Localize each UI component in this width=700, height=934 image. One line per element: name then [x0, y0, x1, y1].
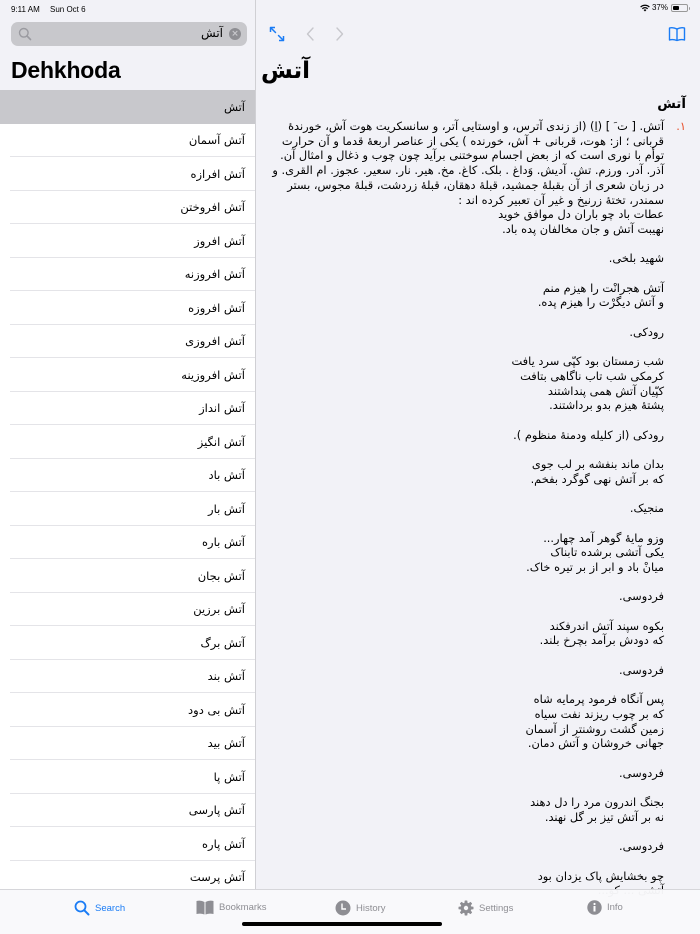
- result-label: آتش انگیز: [197, 434, 245, 449]
- status-bar: [0, 0, 700, 18]
- result-label: آتش افروزه: [188, 300, 245, 315]
- definition-line: پشتهٔ هیزم بدو برداشتند.: [549, 398, 664, 413]
- result-label: آتش: [223, 99, 245, 114]
- tab-label: History: [356, 902, 386, 914]
- status-indicators: [640, 3, 688, 12]
- result-item[interactable]: [0, 526, 255, 560]
- definition-line: وزو مایهٔ گوهر آمد چهار...: [543, 530, 664, 545]
- result-label: آتش باد: [208, 468, 245, 483]
- definition-line: منجیک.: [629, 501, 664, 516]
- result-label: آتش بی دود: [188, 702, 245, 717]
- definition-line: جهانی خروشان و آتش دمان.: [527, 736, 664, 751]
- entry-heading: آتش: [657, 96, 686, 112]
- definition-line: قربانی ؛ از: هوت، قربانی + آش، خورنده ) یکی از عناصر اربعهٔ قدما و آن حرارت: [281, 133, 664, 148]
- result-item[interactable]: [0, 291, 255, 325]
- result-item[interactable]: [0, 593, 255, 627]
- result-item[interactable]: [0, 492, 255, 526]
- definition-body: [271, 119, 664, 898]
- result-item[interactable]: [0, 660, 255, 694]
- definition-number: ۱.: [676, 119, 686, 133]
- result-label: آتش پارسی: [188, 803, 245, 818]
- tab-bookmarks[interactable]: [196, 900, 267, 915]
- definition-line: کرمکی شب تاب ناگاهی بتافت: [520, 368, 664, 383]
- tab-label: Settings: [479, 902, 514, 914]
- result-label: آتش بجان: [197, 568, 245, 583]
- result-label: آتش بند: [207, 669, 245, 684]
- result-label: آتش افروزینه: [181, 367, 245, 382]
- tab-bar: [0, 889, 700, 934]
- result-label: آتش برگ: [200, 635, 245, 650]
- definition-line: شهید بلخی.: [608, 251, 664, 266]
- tab-info[interactable]: [587, 900, 623, 915]
- result-item[interactable]: [0, 760, 255, 794]
- line-gap: [271, 266, 664, 281]
- line-gap: [271, 604, 664, 619]
- line-gap: [271, 648, 664, 663]
- definition-line: رودکی.: [629, 324, 664, 339]
- definition-line: که دودش برآمد بچرخ بلند.: [539, 633, 664, 648]
- detail-pane: [257, 0, 700, 890]
- result-label: آتش پرست: [189, 870, 245, 885]
- result-item[interactable]: [0, 258, 255, 292]
- definition-line: توأم با نوری است که از بعض اجسام سوختنی برآید چون چوب و ذغال و امثال آن.: [280, 148, 664, 163]
- search-icon: [18, 27, 32, 41]
- result-label: آتش آسمان: [188, 133, 245, 148]
- definition-line: نهیبت آتش و جان مخالفان پده باد.: [502, 221, 664, 236]
- result-item[interactable]: [0, 727, 255, 761]
- definition-line: یکی آتشی برشده تابناک: [550, 545, 664, 560]
- definition-line: شب زمستان بود کپّی سرد یافت: [511, 354, 664, 369]
- line-gap: [271, 442, 664, 457]
- definition-line: آذر. آدر. ورزم. تش. آدیش. وَداغ . بلک. کاغ. مخ. هیر. نار. سعیر. عجوز. ام القری. و: [272, 163, 664, 178]
- result-label: آتش پاره: [202, 836, 245, 851]
- tab-history[interactable]: [335, 900, 386, 916]
- clear-icon[interactable]: ×: [229, 28, 241, 40]
- entry-title: آتش: [260, 58, 310, 84]
- result-label: آتش افرازه: [190, 166, 245, 181]
- gear-icon: [458, 900, 474, 916]
- result-item[interactable]: [0, 794, 255, 828]
- line-gap: [271, 310, 664, 325]
- line-gap: [271, 340, 664, 355]
- definition-line: عطات باد چو باران دل موافق خوید: [498, 207, 664, 222]
- line-gap: [271, 825, 664, 840]
- tab-label: Search: [95, 902, 126, 914]
- definition-line: رودکی (از کلیله ودمنهٔ منظوم ).: [513, 427, 664, 442]
- line-gap: [271, 516, 664, 531]
- search-input[interactable]: [11, 22, 247, 46]
- definition-line: زمین گشت روشنتر از آسمان: [525, 721, 664, 736]
- result-label: آتش برزین: [193, 602, 245, 617]
- line-gap: [271, 237, 664, 252]
- result-label: آتش افروزی: [185, 334, 245, 349]
- book-icon[interactable]: [668, 26, 686, 42]
- home-indicator[interactable]: [242, 922, 442, 926]
- wifi-icon: [640, 4, 650, 12]
- result-label: آتش بید: [207, 736, 245, 751]
- back-icon[interactable]: [305, 26, 315, 42]
- result-label: آتش پا: [213, 769, 245, 784]
- result-item[interactable]: [0, 191, 255, 225]
- definition-line: فردوسی.: [619, 765, 664, 780]
- tab-settings[interactable]: [458, 900, 513, 916]
- line-gap: [271, 854, 664, 869]
- line-gap: [271, 751, 664, 766]
- result-item[interactable]: [0, 459, 255, 493]
- line-gap: [271, 413, 664, 428]
- result-item[interactable]: [0, 392, 255, 426]
- definition-line: کپّیان آتش همی پنداشتند: [547, 383, 664, 398]
- line-gap: [271, 486, 664, 501]
- definition-line: بجنگ اندرون مرد را دل دهند: [530, 795, 664, 810]
- result-label: آتش افروز: [194, 233, 245, 248]
- definition-line: آتش هجرانْت را هیزم منم: [542, 280, 664, 295]
- tab-label: Info: [607, 902, 623, 913]
- definition-line: میانْ باد و ابر از بر تیره خاک.: [526, 559, 664, 574]
- definition-line: که بر چوب ریزند نفت سیاه: [534, 706, 664, 721]
- line-gap: [271, 678, 664, 693]
- definition-line: فردوسی.: [619, 589, 664, 604]
- definition-line: سمندر، تختهٔ زرنیخ و غیر آن تعبیر کرده اند :: [458, 192, 664, 207]
- result-item[interactable]: [0, 224, 255, 258]
- definition-line: فردوسی.: [619, 839, 664, 854]
- battery-percent: 37%: [651, 3, 668, 12]
- result-item[interactable]: [0, 827, 255, 861]
- sidebar: [0, 0, 256, 890]
- forward-icon[interactable]: [335, 26, 345, 42]
- result-item[interactable]: [0, 90, 255, 124]
- definition-line: و آتش دیگرْت را هیزم پده.: [537, 295, 664, 310]
- result-item[interactable]: [0, 425, 255, 459]
- result-item[interactable]: [0, 358, 255, 392]
- definition-line: پس آنگاه فرمود پرمایه شاه: [533, 692, 664, 707]
- result-label: آتش بار: [208, 501, 245, 516]
- tab-label: Bookmarks: [219, 902, 267, 913]
- result-item[interactable]: [0, 559, 255, 593]
- result-item[interactable]: [0, 626, 255, 660]
- result-label: آتش افروزنه: [184, 267, 245, 282]
- search-value[interactable]: آتش: [201, 26, 223, 40]
- line-gap: [271, 575, 664, 590]
- status-date: Sun Oct 6: [50, 5, 86, 14]
- definition: [271, 119, 686, 898]
- result-item[interactable]: [0, 693, 255, 727]
- result-label: آتش افروختن: [180, 200, 245, 215]
- results-list: [0, 90, 255, 894]
- expand-icon[interactable]: [269, 26, 285, 42]
- history-icon: [335, 900, 351, 916]
- result-label: آتش انداز: [199, 401, 245, 416]
- definition-line: چو بخشایش پاک یزدان بود: [537, 868, 664, 883]
- definition-line: بکوه سپند آتش اندرفکند: [549, 618, 664, 633]
- bookmarks-icon: [196, 900, 214, 915]
- result-item[interactable]: [0, 325, 255, 359]
- definition-line: نه بر آتش تیز بر گل نهند.: [544, 809, 664, 824]
- result-item[interactable]: [0, 157, 255, 191]
- status-time: 9:11 AM: [11, 5, 40, 14]
- definition-line: آتش. [ ت َ ] (اِ) (از زندی آترس، و اوستایی آتر، و سانسکریت هوت آش، خورندهٔ: [288, 119, 664, 133]
- definition-line: بدان ماند بنفشه بر لب جوی: [531, 457, 664, 472]
- result-label: آتش باره: [202, 535, 245, 550]
- definition-line: فردوسی.: [619, 662, 664, 677]
- result-item[interactable]: [0, 124, 255, 158]
- battery-icon: [671, 4, 688, 12]
- search-icon: [74, 900, 90, 916]
- app-title: Dehkhoda: [11, 57, 121, 83]
- tab-search[interactable]: [74, 900, 125, 916]
- definition-line: در زبان شعری از آن بقبلهٔ جمشید، قبلهٔ دهقان، قبلهٔ زردشت، قبلهٔ مجوس، بستر: [287, 177, 664, 192]
- info-icon: [587, 900, 602, 915]
- line-gap: [271, 780, 664, 795]
- definition-line: که بر آتش نهی گوگرد بفخم.: [530, 471, 664, 486]
